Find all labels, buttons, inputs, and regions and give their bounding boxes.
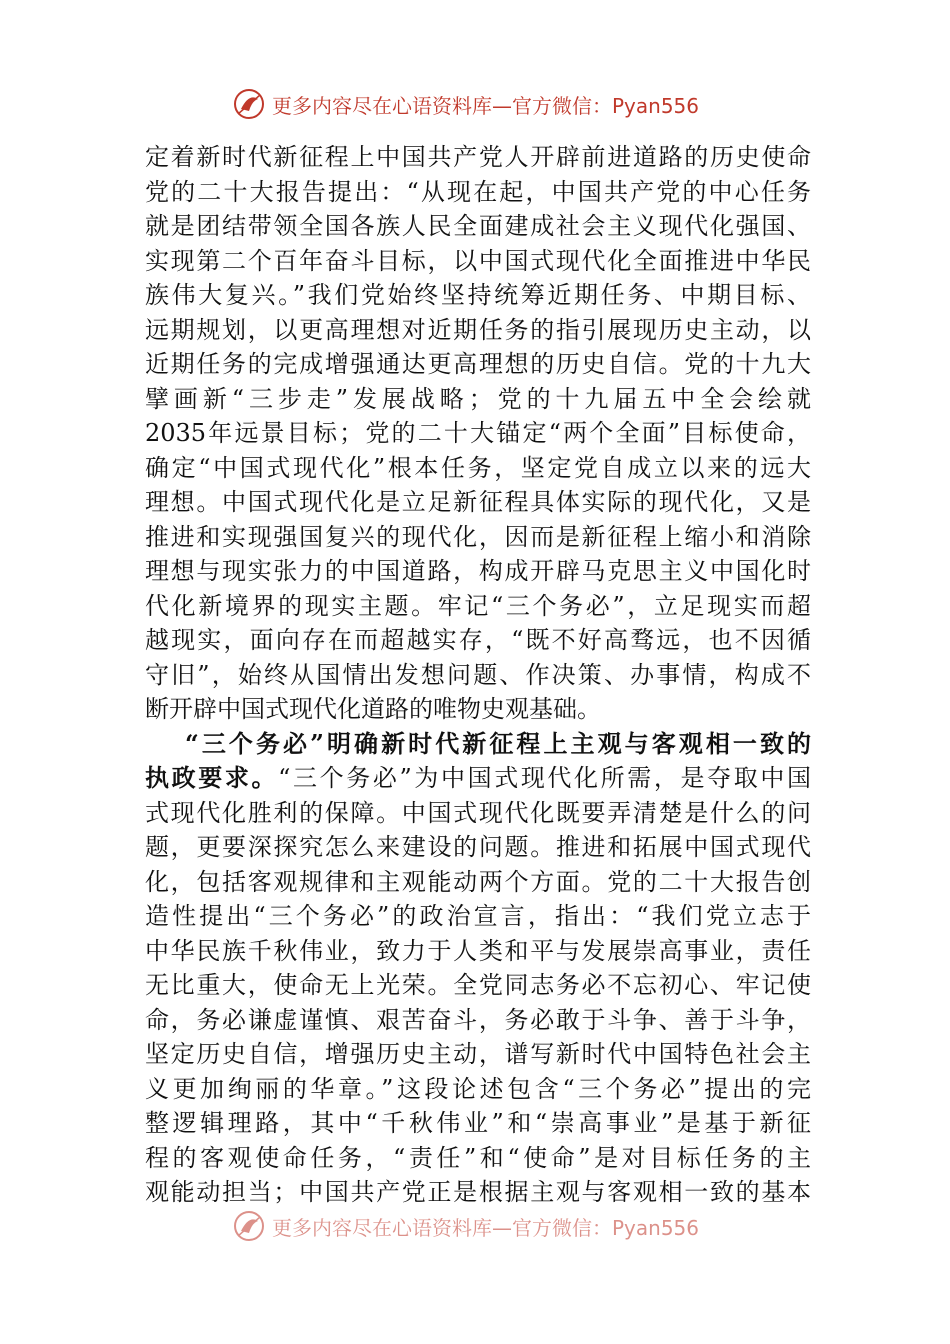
text-line: 确定“中国式现代化”根本任务，坚定党自成立以来的远大 xyxy=(145,453,811,482)
text-line: 化，包括客观规律和主观能动两个方面。党的二十大报告创 xyxy=(145,867,811,896)
watermark-bottom-text: 更多内容尽在心语资料库—官方微信：Pyan556 xyxy=(272,1215,700,1240)
text-line: 2035年远景目标；党的二十大锚定“两个全面”目标使命， xyxy=(145,419,811,447)
text-line: 观能动担当；中国共产党正是根据主观与客观相一致的基本 xyxy=(145,1178,811,1206)
text-fragment: “三个务必”为中国式现代化所需，是夺取中国 xyxy=(278,764,811,792)
watermark-top xyxy=(232,84,699,124)
text-line: 断开辟中国式现代化道路的唯物史观基础。 xyxy=(145,695,601,723)
text-line: 代化新境界的现实主题。牢记“三个务必”，立足现实而超 xyxy=(145,591,811,620)
text-line: 越现实，面向存在而超越实存，“既不好高骛远，也不因循 xyxy=(145,626,811,654)
text-line: 命，务必谦虚谨慎、艰苦奋斗，务必敢于斗争、善于斗争， xyxy=(145,1005,811,1034)
text-line: 理想。中国式现代化是立足新征程具体实际的现代化，又是 xyxy=(145,488,811,516)
text-line: 中华民族千秋伟业，致力于人类和平与发展崇高事业，责任 xyxy=(145,936,811,965)
text-line: 近期任务的完成增强通达更高理想的历史自信。党的十九大 xyxy=(145,350,811,378)
text-line: 守旧”，始终从国情出发想问题、作决策、办事情，构成不 xyxy=(145,660,811,689)
text-line: 理想与现实张力的中国道路，构成开辟马克思主义中国化时 xyxy=(145,557,811,585)
text-line: 远期规划，以更高理想对近期任务的指引展现历史主动，以 xyxy=(145,315,811,344)
text-line: 程的客观使命任务，“责任”和“使命”是对目标任务的主 xyxy=(145,1143,811,1172)
text-line: 就是团结带领全国各族人民全面建成社会主义现代化强国、 xyxy=(145,212,811,240)
text-line: 义更加绚丽的华章。”这段论述包含“三个务必”提出的完 xyxy=(145,1074,811,1103)
watermark-top-text: 更多内容尽在心语资料库—官方微信：Pyan556 xyxy=(272,93,700,118)
book-logo-icon xyxy=(232,87,266,121)
document-body xyxy=(145,140,811,1210)
text-line: 推进和实现强国复兴的现代化，因而是新征程上缩小和消除 xyxy=(145,522,811,551)
section-heading: “三个务必”明确新时代新征程上主观与客观相一致的 xyxy=(185,728,811,758)
section-heading-end: 执政要求。 xyxy=(145,763,279,792)
text-line: 式现代化胜利的保障。中国式现代化既要弄清楚是什么的问 xyxy=(145,798,811,827)
text-line: 整逻辑理路，其中“千秋伟业”和“崇高事业”是基于新征 xyxy=(145,1109,811,1137)
text-line: 题，更要深探究怎么来建设的问题。推进和拓展中国式现代 xyxy=(145,833,811,861)
text-line: 实现第二个百年奋斗目标，以中国式现代化全面推进中华民 xyxy=(145,246,811,275)
text-line: 擘画新“三步走”发展战略；党的十九届五中全会绘就 xyxy=(145,384,811,413)
watermark-bottom xyxy=(232,1206,699,1246)
book-logo-icon xyxy=(232,1209,266,1243)
text-line: 造性提出“三个务必”的政治宣言，指出：“我们党立志于 xyxy=(145,902,811,930)
text-line: 无比重大，使命无上光荣。全党同志务必不忘初心、牢记使 xyxy=(145,971,811,999)
text-line: 坚定历史自信，增强历史主动，谱写新时代中国特色社会主 xyxy=(145,1040,811,1068)
paragraph-2 xyxy=(145,727,811,1210)
paragraph-1 xyxy=(145,140,811,727)
text-line xyxy=(145,761,811,796)
text-line: 族伟大复兴。”我们党始终坚持统筹近期任务、中期目标、 xyxy=(145,281,811,309)
text-line: 党的二十大报告提出：“从现在起，中国共产党的中心任务 xyxy=(145,177,811,206)
text-line: 定着新时代新征程上中国共产党人开辟前进道路的历史使命 xyxy=(145,143,811,171)
